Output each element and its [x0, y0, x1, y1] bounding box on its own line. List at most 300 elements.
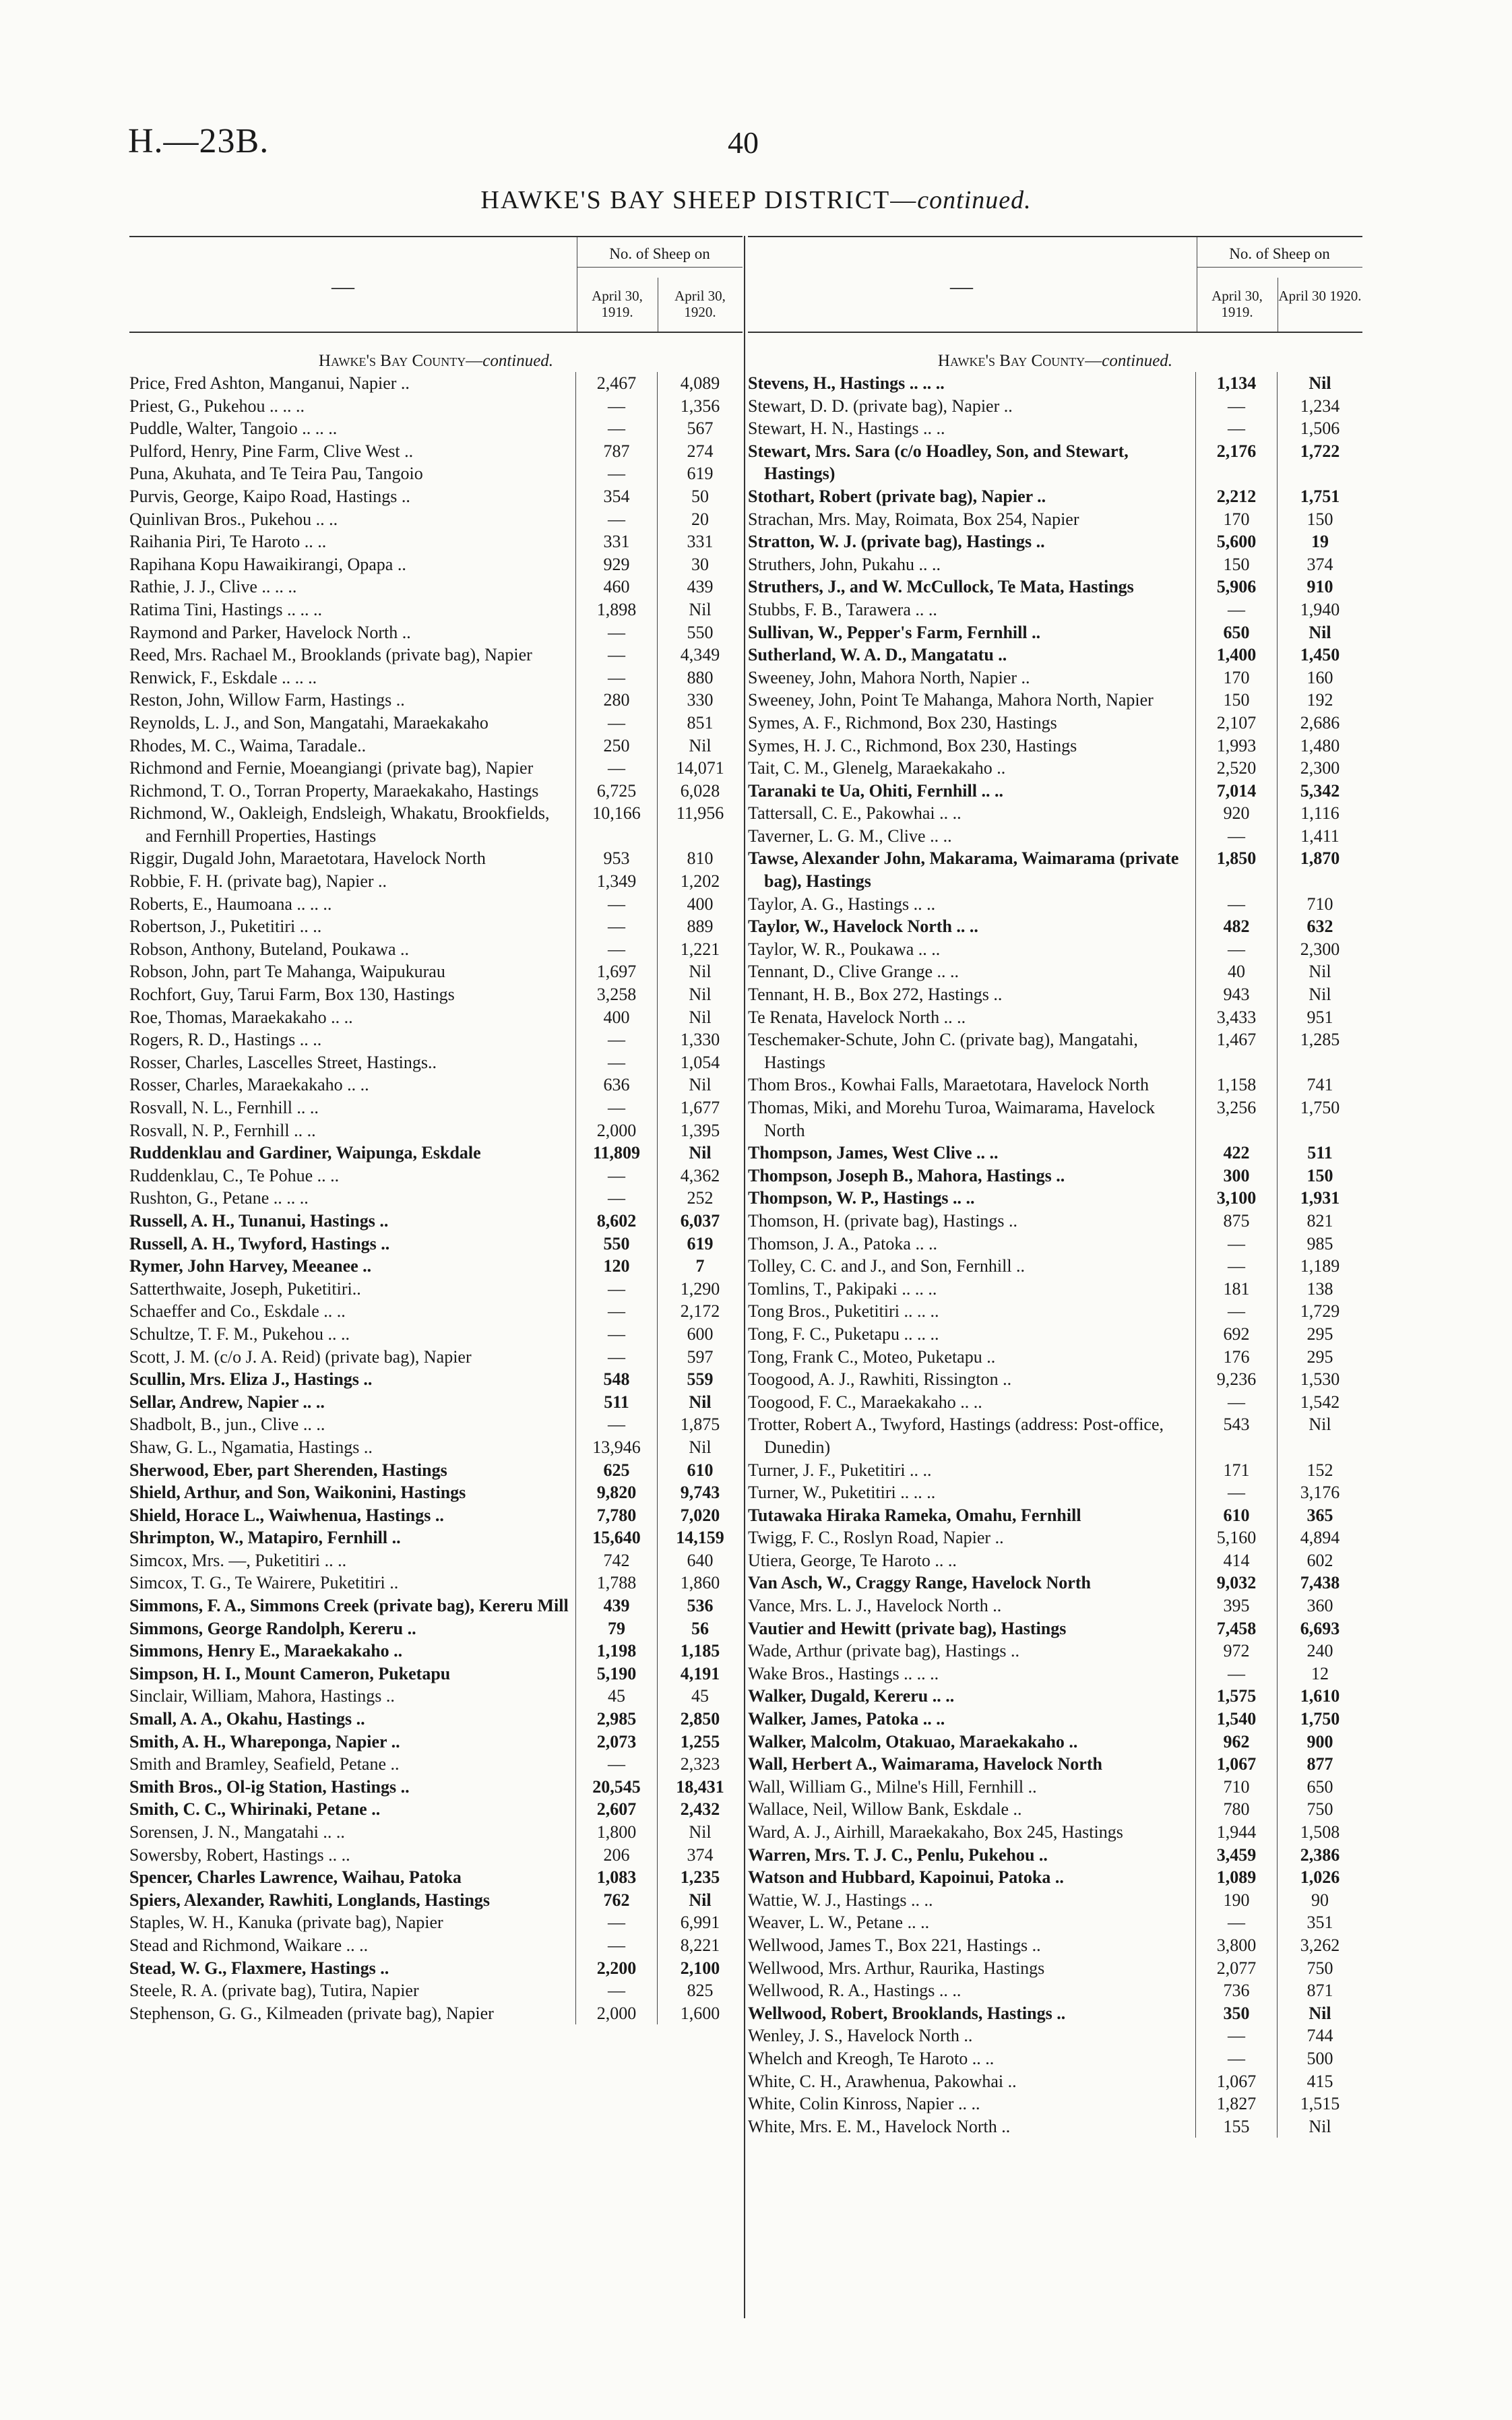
- sheep-1920: 360: [1277, 1594, 1362, 1617]
- sheep-1919: 511: [575, 1391, 657, 1414]
- sheep-1920: 900: [1277, 1731, 1362, 1754]
- sheep-1920: 2,850: [657, 1708, 743, 1731]
- owner-name: Roe, Thomas, Maraekakaho .. ..: [129, 1007, 353, 1027]
- table-row: [129, 1594, 743, 1617]
- table-row: [748, 1006, 1362, 1029]
- table-row: [129, 644, 743, 666]
- table-row: [129, 1278, 743, 1301]
- sheep-1920: 511: [1277, 1142, 1362, 1165]
- owner-name: Wenley, J. S., Havelock North ..: [748, 2026, 973, 2046]
- table-row: [129, 915, 743, 938]
- owner-name: Tolley, C. C. and J., and Son, Fernhill ..: [748, 1256, 1026, 1276]
- sheep-1919: 953: [575, 847, 657, 870]
- sheep-1919: 1,134: [1195, 372, 1277, 395]
- owner-name: Thom Bros., Kowhai Falls, Maraetotara, Havelock North: [748, 1075, 1149, 1095]
- table-row: [129, 1481, 743, 1504]
- sheep-1920: 1,450: [1277, 644, 1362, 666]
- sheep-1920: 14,071: [657, 757, 743, 780]
- sheep-1920: 880: [657, 666, 743, 689]
- owner-name: Stead, W. G., Flaxmere, Hastings ..: [129, 1958, 389, 1978]
- owner-name: Vance, Mrs. L. J., Havelock North ..: [748, 1596, 1002, 1616]
- owner-name: Thompson, Joseph B., Mahora, Hastings ..: [748, 1165, 1065, 1185]
- sheep-1920: 374: [657, 1844, 743, 1867]
- sheep-1920: 2,300: [1277, 938, 1362, 961]
- table-row: [748, 1911, 1362, 1934]
- sheep-1920: 2,300: [1277, 757, 1362, 780]
- sheep-count-header: No. of Sheep on: [1197, 245, 1362, 268]
- owner-name: Taverner, L. G. M., Clive .. ..: [748, 826, 952, 846]
- owner-name: Tait, C. M., Glenelg, Maraekakaho ..: [748, 758, 1006, 778]
- sheep-1919: 5,190: [575, 1663, 657, 1685]
- table-row: [748, 1233, 1362, 1255]
- table-row: [748, 825, 1362, 848]
- owner-name: Shrimpton, W., Matapiro, Fernhill ..: [129, 1528, 401, 1548]
- sheep-1920: 4,191: [657, 1663, 743, 1685]
- table-row: [129, 395, 743, 418]
- table-row: [748, 1617, 1362, 1640]
- table-row: [129, 1708, 743, 1731]
- table-row: [748, 1753, 1362, 1776]
- sheep-1919: 543: [1195, 1413, 1277, 1458]
- sheep-1919: 9,820: [575, 1481, 657, 1504]
- sheep-1919: 962: [1195, 1731, 1277, 1754]
- table-row: [129, 440, 743, 463]
- sheep-1920: 750: [1277, 1798, 1362, 1821]
- owner-name: Struthers, John, Pukahu .. ..: [748, 554, 941, 574]
- table-row: [129, 938, 743, 961]
- sheep-1920: 150: [1277, 508, 1362, 531]
- owner-name: Stewart, Mrs. Sara (c/o Hoadley, Son, and Stewart, Hastings): [748, 441, 1129, 484]
- sheep-1919: 3,800: [1195, 1934, 1277, 1957]
- sheep-1920: 1,234: [1277, 395, 1362, 418]
- owner-name: Thomas, Miki, and Morehu Turoa, Waimarama, Havelock North: [748, 1098, 1155, 1140]
- owner-name: Rosser, Charles, Lascelles Street, Hastings..: [129, 1052, 437, 1072]
- sheep-1919: 150: [1195, 689, 1277, 712]
- table-row: [129, 757, 743, 780]
- sheep-1920: 1,255: [657, 1731, 743, 1754]
- sheep-1919: 2,607: [575, 1798, 657, 1821]
- sheep-1919: 3,100: [1195, 1187, 1277, 1210]
- sheep-1920: 1,221: [657, 938, 743, 961]
- sheep-1920: 1,751: [1277, 485, 1362, 508]
- sheep-1919: —: [575, 1028, 657, 1051]
- owner-name: Wattie, W. J., Hastings .. ..: [748, 1890, 933, 1910]
- table-row: [748, 1413, 1362, 1458]
- owner-name: Teschemaker-Schute, John C. (private bag), Mangatahi, Hastings: [748, 1030, 1138, 1072]
- sheep-1919: —: [575, 1753, 657, 1776]
- sheep-1920: Nil: [1277, 983, 1362, 1006]
- sheep-1919: 9,032: [1195, 1572, 1277, 1594]
- sheep-1920: Nil: [1277, 960, 1362, 983]
- owner-name: Rapihana Kopu Hawaikirangi, Opapa ..: [129, 554, 406, 574]
- sheep-1920: 1,054: [657, 1051, 743, 1074]
- table-row: [748, 915, 1362, 938]
- table-row: [748, 983, 1362, 1006]
- table-row: [748, 1481, 1362, 1504]
- table-row: [748, 2070, 1362, 2093]
- table-row: [748, 1346, 1362, 1369]
- table-row: [748, 1074, 1362, 1096]
- sheep-1920: 1,610: [1277, 1685, 1362, 1708]
- sheep-1920: 138: [1277, 1278, 1362, 1301]
- owner-name: Wallace, Neil, Willow Bank, Eskdale ..: [748, 1799, 1022, 1820]
- owner-name: Tong, Frank C., Moteo, Puketapu ..: [748, 1346, 996, 1367]
- owner-name: Toogood, F. C., Maraekakaho .. ..: [748, 1392, 982, 1412]
- table-row: [129, 712, 743, 735]
- table-row: [129, 1685, 743, 1708]
- sheep-1920: 1,722: [1277, 440, 1362, 485]
- table-row: [748, 1504, 1362, 1527]
- table-row: [748, 395, 1362, 418]
- sheep-1920: 1,875: [657, 1413, 743, 1436]
- sheep-1920: 7,438: [1277, 1572, 1362, 1594]
- owner-name: Rogers, R. D., Hastings .. ..: [129, 1030, 322, 1050]
- owner-name: Rhodes, M. C., Waima, Taradale..: [129, 735, 367, 755]
- sheep-1919: 1,540: [1195, 1708, 1277, 1731]
- sheep-1920: 1,870: [1277, 847, 1362, 892]
- sheep-1919: —: [575, 1051, 657, 1074]
- year-1919-header: April 30, 1919.: [1211, 288, 1263, 320]
- table-row: [748, 485, 1362, 508]
- table-row: [748, 1957, 1362, 1980]
- left-column: [129, 236, 743, 2024]
- sheep-1920: 619: [657, 1233, 743, 1255]
- sheep-1920: Nil: [657, 1074, 743, 1096]
- table-row: [129, 2002, 743, 2025]
- sheep-1920: Nil: [657, 1006, 743, 1029]
- sheep-1920: 150: [1277, 1165, 1362, 1187]
- table-row: [129, 1934, 743, 1957]
- table-row: [748, 802, 1362, 825]
- owner-name: White, C. H., Arawhenua, Pakowhai ..: [748, 2071, 1017, 2091]
- table-row: [748, 1368, 1362, 1391]
- sheep-1919: 5,600: [1195, 530, 1277, 553]
- table-row: [748, 1165, 1362, 1187]
- sheep-1920: 1,940: [1277, 598, 1362, 621]
- table-row: [129, 598, 743, 621]
- section-title: Hawke's Bay County—: [318, 352, 483, 370]
- sheep-1920: 152: [1277, 1459, 1362, 1482]
- owner-name: Thomson, J. A., Patoka .. ..: [748, 1233, 937, 1253]
- table-row: [748, 1142, 1362, 1165]
- owner-name: Purvis, George, Kaipo Road, Hastings ..: [129, 486, 410, 506]
- sheep-1920: 985: [1277, 1233, 1362, 1255]
- sheep-1920: 6,991: [657, 1911, 743, 1934]
- table-row: [129, 1074, 743, 1096]
- owner-name: Utiera, George, Te Haroto .. ..: [748, 1550, 957, 1570]
- sheep-1919: 1,067: [1195, 1753, 1277, 1776]
- sheep-1919: —: [575, 1413, 657, 1436]
- owner-name: Simmons, F. A., Simmons Creek (private bag), Kereru Mill: [129, 1596, 569, 1616]
- owner-name: Walker, Malcolm, Otakuao, Maraekakaho ..: [748, 1731, 1078, 1751]
- sheep-1919: —: [1195, 598, 1277, 621]
- sheep-1920: 877: [1277, 1753, 1362, 1776]
- sheep-1919: —: [1195, 893, 1277, 916]
- table-row: [748, 621, 1362, 644]
- table-row: [129, 553, 743, 576]
- sheep-1920: 500: [1277, 2047, 1362, 2070]
- sheep-1920: 1,285: [1277, 1028, 1362, 1074]
- name-column-header: —: [332, 274, 354, 299]
- table-row: [129, 1006, 743, 1029]
- sheep-1919: —: [575, 1300, 657, 1323]
- sheep-1919: —: [1195, 1255, 1277, 1278]
- owner-name: Wall, Herbert A., Waimarama, Havelock North: [748, 1754, 1102, 1774]
- table-row: [748, 735, 1362, 757]
- sheep-1919: 2,077: [1195, 1957, 1277, 1980]
- sheep-1919: 1,827: [1195, 2092, 1277, 2115]
- sheep-1920: 1,729: [1277, 1300, 1362, 1323]
- owner-name: Stevens, H., Hastings .. .. ..: [748, 373, 945, 393]
- table-row: [129, 893, 743, 916]
- sheep-1920: 1,677: [657, 1096, 743, 1119]
- sheep-1919: 636: [575, 1074, 657, 1096]
- owner-name: Watson and Hubbard, Kapoinui, Patoka ..: [748, 1867, 1064, 1888]
- table-row: [129, 417, 743, 440]
- owner-name: Robson, John, part Te Mahanga, Waipukurau: [129, 962, 445, 982]
- sheep-1920: 559: [657, 1368, 743, 1391]
- sheep-1919: 3,256: [1195, 1096, 1277, 1142]
- owner-name: Simcox, Mrs. —, Puketitiri .. ..: [129, 1550, 347, 1570]
- owner-name: Scott, J. M. (c/o J. A. Reid) (private bag), Napier: [129, 1346, 472, 1367]
- sheep-1919: 7,780: [575, 1504, 657, 1527]
- sheep-1919: 787: [575, 440, 657, 463]
- owner-name: Shaw, G. L., Ngamatia, Hastings ..: [129, 1437, 373, 1457]
- table-row: [129, 1051, 743, 1074]
- sheep-1919: 1,467: [1195, 1028, 1277, 1074]
- sheep-1919: 1,400: [1195, 644, 1277, 666]
- sheep-1919: —: [575, 1979, 657, 2002]
- table-row: [748, 530, 1362, 553]
- owner-name: Sweeney, John, Point Te Mahanga, Mahora North, Napier: [748, 690, 1154, 710]
- owner-name: Tong, F. C., Puketapu .. .. ..: [748, 1324, 939, 1344]
- owner-name: Puna, Akuhata, and Te Teira Pau, Tangoio: [129, 464, 423, 484]
- owner-name: Sinclair, William, Mahora, Hastings ..: [129, 1686, 395, 1706]
- table-row: [748, 553, 1362, 576]
- sheep-1919: —: [1195, 1233, 1277, 1255]
- sheep-1920: 1,330: [657, 1028, 743, 1051]
- left-table-body: [129, 372, 743, 2024]
- sheep-1919: —: [1195, 825, 1277, 848]
- owner-name: Richmond, W., Oakleigh, Endsleigh, Whakatu, Brookfields, and Fernhill Properties, Hastings: [129, 803, 550, 846]
- table-row: [129, 1368, 743, 1391]
- owner-name: Stead and Richmond, Waikare .. ..: [129, 1935, 369, 1955]
- owner-name: Stewart, H. N., Hastings .. ..: [748, 418, 945, 439]
- sheep-1920: Nil: [1277, 621, 1362, 644]
- sheep-1920: 365: [1277, 1504, 1362, 1527]
- sheep-1920: 12: [1277, 1663, 1362, 1685]
- sheep-1919: 1,944: [1195, 1821, 1277, 1844]
- sheep-1919: 710: [1195, 1776, 1277, 1799]
- section-title: Hawke's Bay County—: [937, 352, 1102, 370]
- owner-name: Toogood, A. J., Rawhiti, Rissington ..: [748, 1369, 1012, 1390]
- sheep-1920: 1,189: [1277, 1255, 1362, 1278]
- owner-name: Rymer, John Harvey, Meeanee ..: [129, 1256, 372, 1276]
- sheep-1920: 610: [657, 1459, 743, 1482]
- sheep-1919: 13,946: [575, 1436, 657, 1459]
- owner-name: Trotter, Robert A., Twyford, Hastings (address: Post-office, Dunedin): [748, 1415, 1164, 1457]
- table-row: [129, 780, 743, 803]
- sheep-1919: —: [575, 1911, 657, 1934]
- sheep-1919: 155: [1195, 2115, 1277, 2138]
- sheep-1919: 3,459: [1195, 1844, 1277, 1867]
- table-row: [129, 508, 743, 531]
- sheep-1920: 810: [657, 847, 743, 870]
- sheep-1920: 240: [1277, 1640, 1362, 1663]
- owner-name: Raihania Piri, Te Haroto .. ..: [129, 532, 327, 552]
- sheep-1920: 192: [1277, 689, 1362, 712]
- sheep-1919: 2,073: [575, 1731, 657, 1754]
- table-row: [129, 1187, 743, 1210]
- sheep-1920: 45: [657, 1685, 743, 1708]
- owner-name: Riggir, Dugald John, Maraetotara, Havelock North: [129, 848, 486, 869]
- title-continued: continued.: [917, 186, 1032, 214]
- sheep-1920: 1,480: [1277, 735, 1362, 757]
- sheep-1919: —: [575, 621, 657, 644]
- sheep-1919: 1,158: [1195, 1074, 1277, 1096]
- sheep-1919: 170: [1195, 666, 1277, 689]
- sheep-count-header: No. of Sheep on: [577, 245, 743, 268]
- owner-name: Scullin, Mrs. Eliza J., Hastings ..: [129, 1369, 373, 1390]
- owner-name: Wade, Arthur (private bag), Hastings ..: [748, 1641, 1019, 1661]
- sheep-1919: 5,160: [1195, 1526, 1277, 1549]
- sheep-1919: 1,800: [575, 1821, 657, 1844]
- table-row: [129, 1549, 743, 1572]
- owner-name: Quinlivan Bros., Pukehou .. ..: [129, 509, 338, 529]
- table-row: [748, 893, 1362, 916]
- table-row: [748, 1866, 1362, 1889]
- sheep-1919: 920: [1195, 802, 1277, 825]
- owner-name: Stubbs, F. B., Tarawera .. ..: [748, 599, 937, 619]
- sheep-1919: 1,898: [575, 598, 657, 621]
- sheep-1919: 170: [1195, 508, 1277, 531]
- sheep-1920: 821: [1277, 1210, 1362, 1233]
- sheep-1920: Nil: [657, 1436, 743, 1459]
- sheep-1919: —: [575, 1278, 657, 1301]
- owner-name: Whelch and Kreogh, Te Haroto .. ..: [748, 2048, 995, 2068]
- sheep-1919: —: [575, 1165, 657, 1187]
- owner-name: Wall, William G., Milne's Hill, Fernhill ..: [748, 1776, 1037, 1797]
- owner-name: Tawse, Alexander John, Makarama, Waimarama (private bag), Hastings: [748, 848, 1179, 892]
- sheep-1919: —: [575, 1934, 657, 1957]
- owner-name: Richmond, T. O., Torran Property, Maraekakaho, Hastings: [129, 780, 539, 801]
- table-row: [748, 1934, 1362, 1957]
- table-row: [129, 1753, 743, 1776]
- sheep-1919: 20,545: [575, 1776, 657, 1799]
- owner-name: Smith Bros., Ol-ig Station, Hastings ..: [129, 1776, 410, 1797]
- table-row: [129, 1911, 743, 1934]
- sheep-1919: 206: [575, 1844, 657, 1867]
- sheep-1920: 5,342: [1277, 780, 1362, 803]
- sheep-1920: 90: [1277, 1889, 1362, 1912]
- sheep-1919: —: [575, 757, 657, 780]
- table-row: [748, 1594, 1362, 1617]
- sheep-1919: 11,809: [575, 1142, 657, 1165]
- owner-name: Strachan, Mrs. May, Roimata, Box 254, Napier: [748, 509, 1079, 529]
- sheep-1919: —: [575, 893, 657, 916]
- table-row: [129, 1866, 743, 1889]
- owner-name: Russell, A. H., Twyford, Hastings ..: [129, 1233, 390, 1253]
- owner-name: Robbie, F. H. (private bag), Napier ..: [129, 871, 387, 892]
- table-row: [129, 1889, 743, 1912]
- table-row: [129, 530, 743, 553]
- owner-name: Richmond and Fernie, Moeangiangi (private bag), Napier: [129, 758, 534, 778]
- sheep-1919: 3,433: [1195, 1006, 1277, 1029]
- sheep-1919: —: [1195, 1663, 1277, 1685]
- sheep-1920: 871: [1277, 1979, 1362, 2002]
- owner-name: White, Mrs. E. M., Havelock North ..: [748, 2116, 1011, 2136]
- table-row: [748, 1526, 1362, 1549]
- owner-name: Raymond and Parker, Havelock North ..: [129, 622, 411, 642]
- sheep-1920: Nil: [1277, 2002, 1362, 2025]
- owner-name: Pulford, Henry, Pine Farm, Clive West ..: [129, 441, 414, 461]
- sheep-1920: 1,750: [1277, 1708, 1362, 1731]
- owner-name: Sutherland, W. A. D., Mangatatu ..: [748, 645, 1007, 665]
- owner-name: Priest, G., Pukehou .. .. ..: [129, 396, 305, 416]
- table-row: [129, 1413, 743, 1436]
- sheep-1920: 274: [657, 440, 743, 463]
- sheep-1919: 79: [575, 1617, 657, 1640]
- sheep-1919: 692: [1195, 1323, 1277, 1346]
- sheep-1919: 8,602: [575, 1210, 657, 1233]
- sheep-1919: 625: [575, 1459, 657, 1482]
- table-row: [748, 372, 1362, 395]
- sheep-1920: 744: [1277, 2024, 1362, 2047]
- sheep-1919: 354: [575, 485, 657, 508]
- owner-name: Small, A. A., Okahu, Hastings ..: [129, 1709, 365, 1729]
- sheep-1919: 1,697: [575, 960, 657, 983]
- sheep-1919: —: [1195, 1391, 1277, 1414]
- owner-name: Warren, Mrs. T. J. C., Penlu, Pukehou ..: [748, 1844, 1048, 1865]
- table-row: [129, 1617, 743, 1640]
- table-row: [129, 485, 743, 508]
- sheep-1920: 2,432: [657, 1798, 743, 1821]
- table-row: [748, 1187, 1362, 1210]
- sheep-1920: 330: [657, 689, 743, 712]
- sheep-1919: 3,258: [575, 983, 657, 1006]
- sheep-1920: 295: [1277, 1346, 1362, 1369]
- page-title: [0, 185, 1512, 215]
- year-1920-header: April 30 1920.: [1278, 288, 1362, 304]
- owner-name: Steele, R. A. (private bag), Tutira, Napier: [129, 1981, 419, 2001]
- sheep-1920: 602: [1277, 1549, 1362, 1572]
- title-main: HAWKE'S BAY SHEEP DISTRICT—: [480, 186, 918, 214]
- table-row: [129, 462, 743, 485]
- sheep-1920: 4,349: [657, 644, 743, 666]
- section-heading: [748, 352, 1362, 371]
- owner-name: Reed, Mrs. Rachael M., Brooklands (private bag), Napier: [129, 645, 532, 665]
- table-row: [748, 2047, 1362, 2070]
- sheep-1920: 597: [657, 1346, 743, 1369]
- sheep-1920: 2,686: [1277, 712, 1362, 735]
- sheep-1919: 1,067: [1195, 2070, 1277, 2093]
- table-row: [129, 1165, 743, 1187]
- owner-name: Renwick, F., Eskdale .. .. ..: [129, 667, 317, 687]
- owner-name: Sweeney, John, Mahora North, Napier ..: [748, 667, 1030, 687]
- owner-name: Reston, John, Willow Farm, Hastings ..: [129, 690, 405, 710]
- sheep-1919: 2,176: [1195, 440, 1277, 485]
- owner-name: Walker, Dugald, Kereru .. ..: [748, 1686, 955, 1706]
- sheep-1920: Nil: [657, 1391, 743, 1414]
- sheep-1920: Nil: [1277, 1413, 1362, 1458]
- owner-name: Schaeffer and Co., Eskdale .. ..: [129, 1301, 346, 1322]
- owner-name: Simmons, Henry E., Maraekakaho ..: [129, 1641, 403, 1661]
- table-row: [748, 1549, 1362, 1572]
- owner-name: Walker, James, Patoka .. ..: [748, 1709, 945, 1729]
- sheep-1920: 400: [657, 893, 743, 916]
- sheep-1919: 2,212: [1195, 485, 1277, 508]
- table-row: [129, 870, 743, 893]
